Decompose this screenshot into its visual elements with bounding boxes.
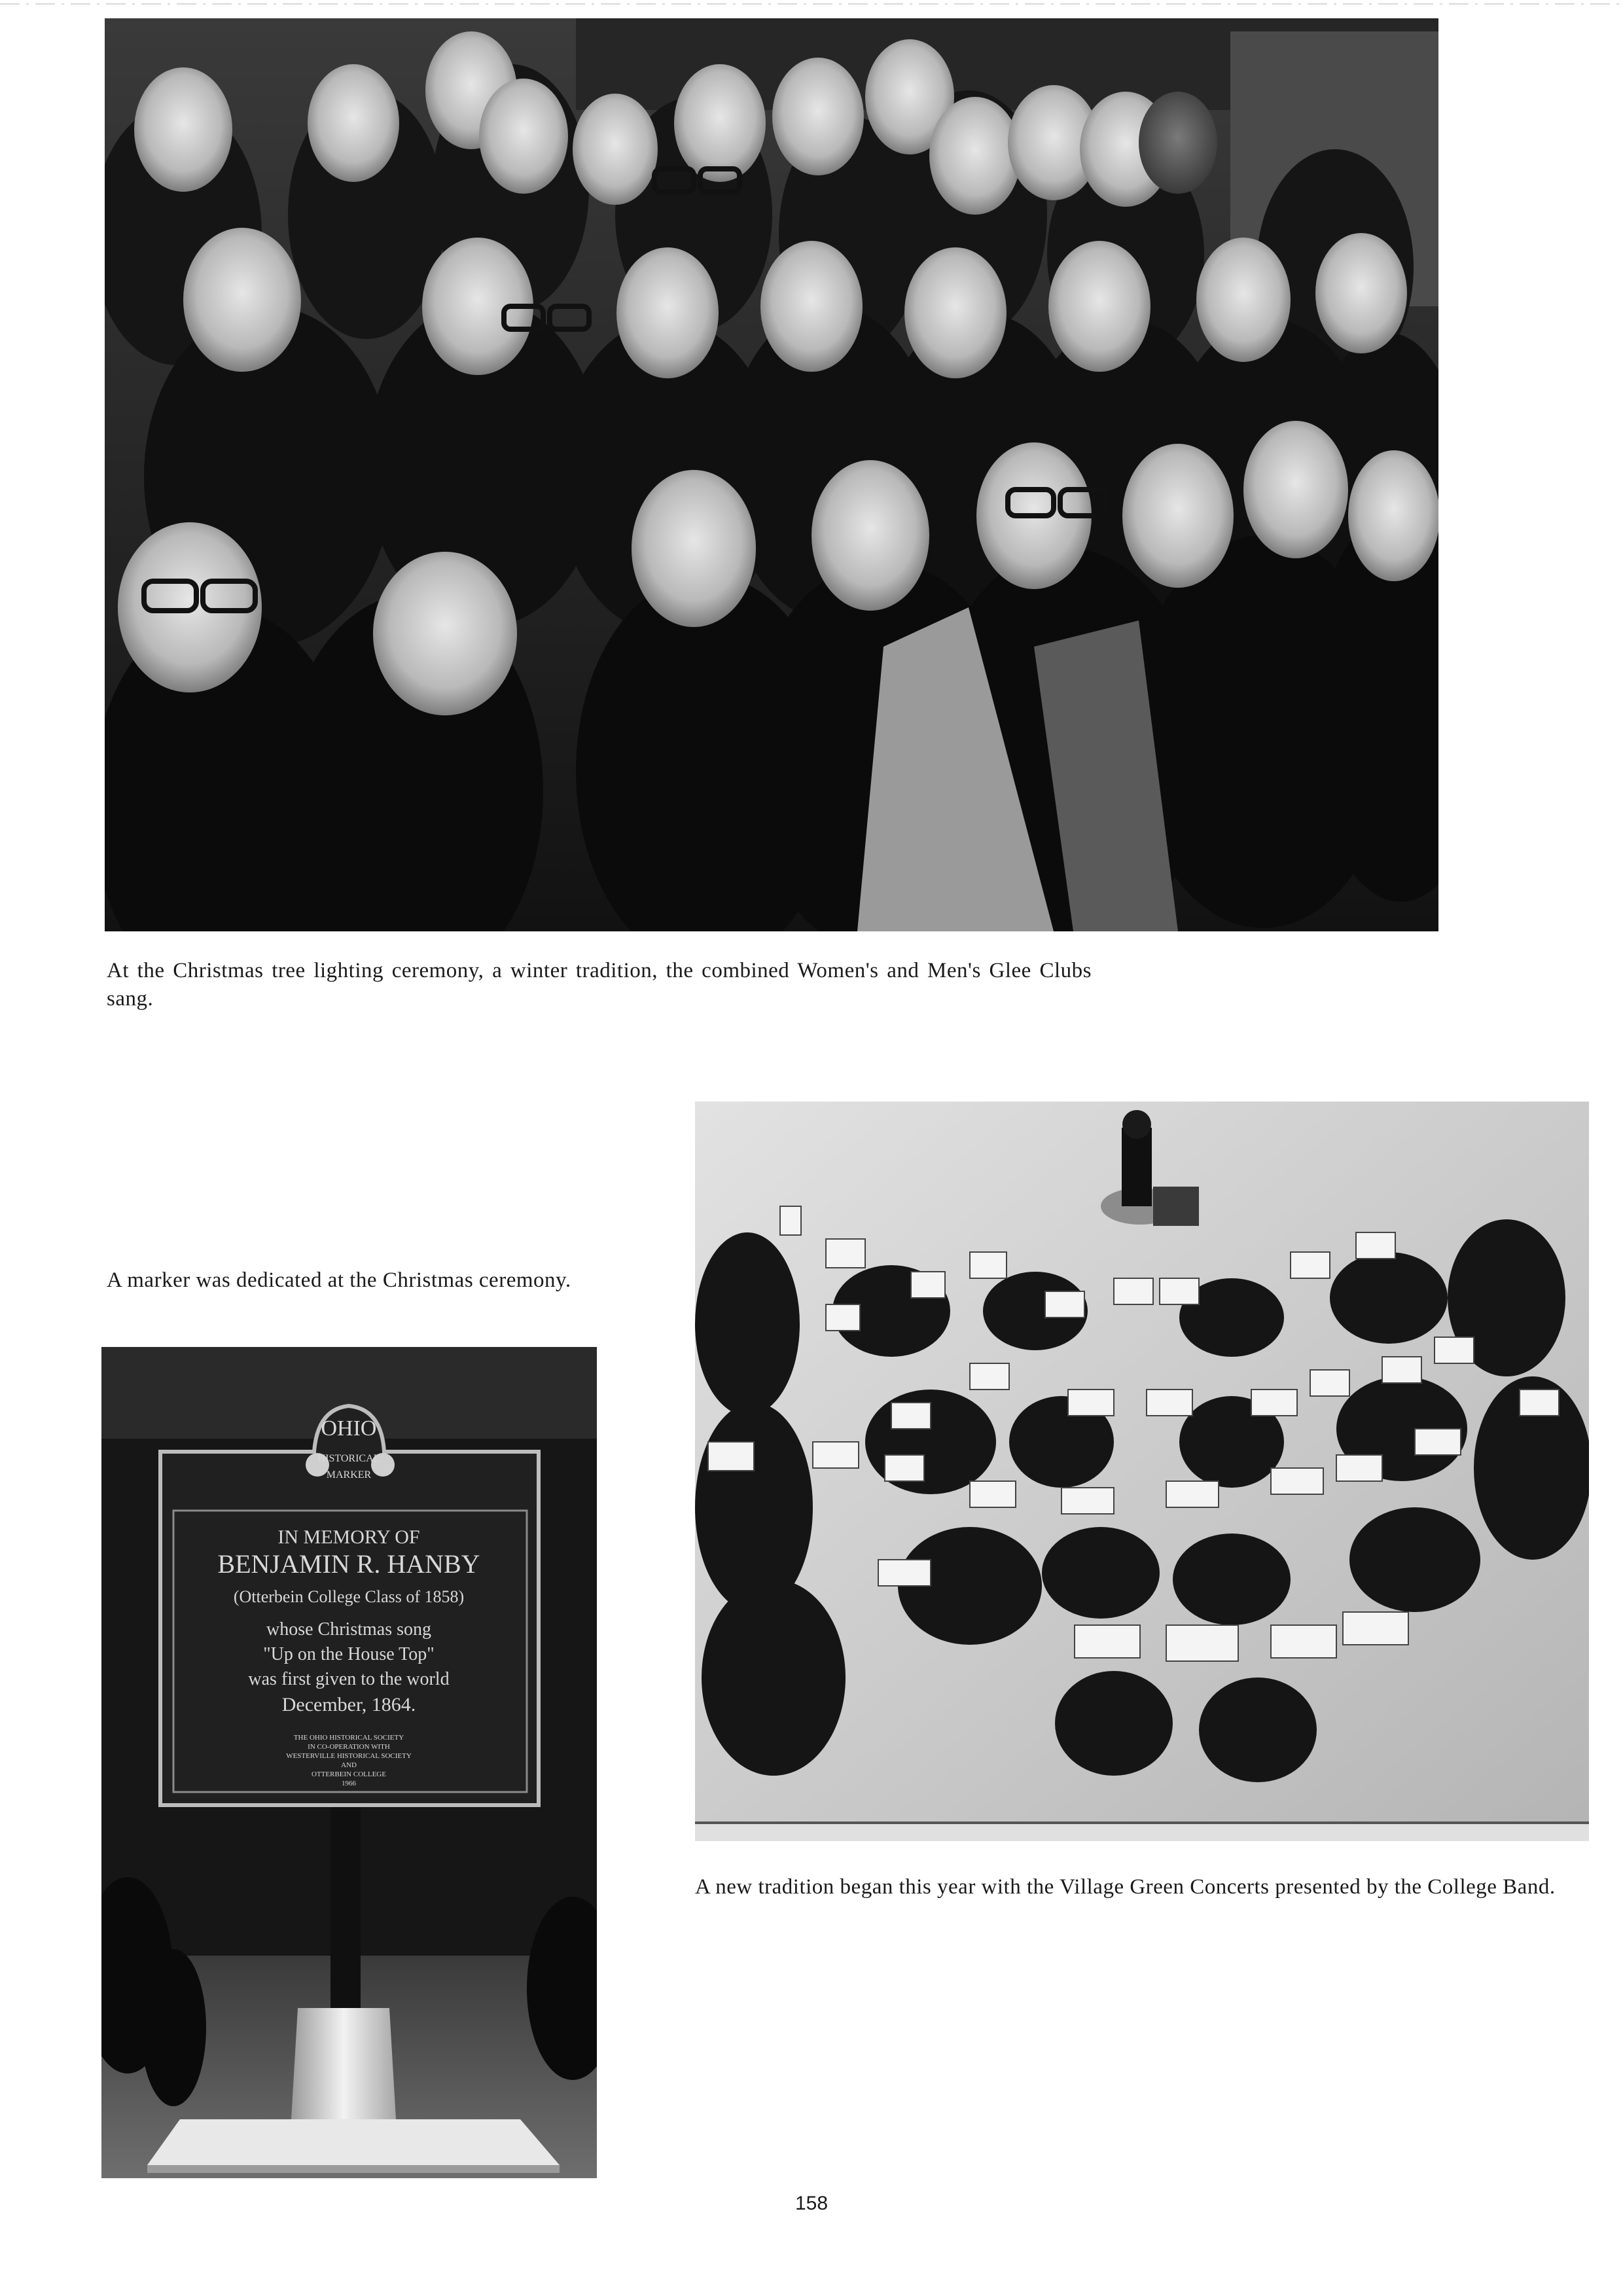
plaque-line-3: (Otterbein College Class of 1858) bbox=[233, 1587, 465, 1606]
plaque-fine-2: IN CO-OPERATION WITH bbox=[308, 1743, 390, 1751]
historical-marker-photo bbox=[101, 1347, 597, 2178]
page-number: 158 bbox=[794, 2193, 829, 2214]
plaque-state: OHIO bbox=[321, 1416, 377, 1441]
plaque-fine-1: THE OHIO HISTORICAL SOCIETY bbox=[293, 1734, 404, 1742]
plaque-line-7: December, 1864. bbox=[281, 1694, 416, 1715]
marker-caption: A marker was dedicated at the Christmas ceremony. bbox=[107, 1268, 571, 1292]
plaque-fine-3: WESTERVILLE HISTORICAL SOCIETY bbox=[286, 1752, 412, 1760]
plaque-fine-6: 1966 bbox=[342, 1780, 356, 1787]
plaque-fine-5: OTTERBEIN COLLEGE bbox=[312, 1770, 386, 1778]
glee-club-caption: At the Christmas tree lighting ceremony, a winter tradition, the combined Women's and Men's Glee Clubs sang. bbox=[107, 959, 1092, 1011]
college-band-photo bbox=[695, 1102, 1589, 1841]
plaque-line-4: whose Christmas song bbox=[266, 1619, 431, 1640]
band-caption: A new tradition began this year with the Village Green Concerts presented by the College Band. bbox=[695, 1875, 1556, 1899]
plaque-line-5: "Up on the House Top" bbox=[263, 1644, 435, 1664]
plaque-line-1: IN MEMORY OF bbox=[277, 1526, 420, 1548]
plaque-line-2: BENJAMIN R. HANBY bbox=[217, 1549, 480, 1579]
plaque-subtitle-1: HISTORICAL bbox=[317, 1453, 380, 1464]
glee-club-photo bbox=[105, 18, 1438, 931]
plaque-subtitle-2: MARKER bbox=[326, 1469, 372, 1480]
scan-edge-artifact bbox=[0, 0, 1623, 9]
plaque-fine-4: AND bbox=[341, 1761, 357, 1769]
plaque-line-6: was first given to the world bbox=[248, 1669, 450, 1689]
